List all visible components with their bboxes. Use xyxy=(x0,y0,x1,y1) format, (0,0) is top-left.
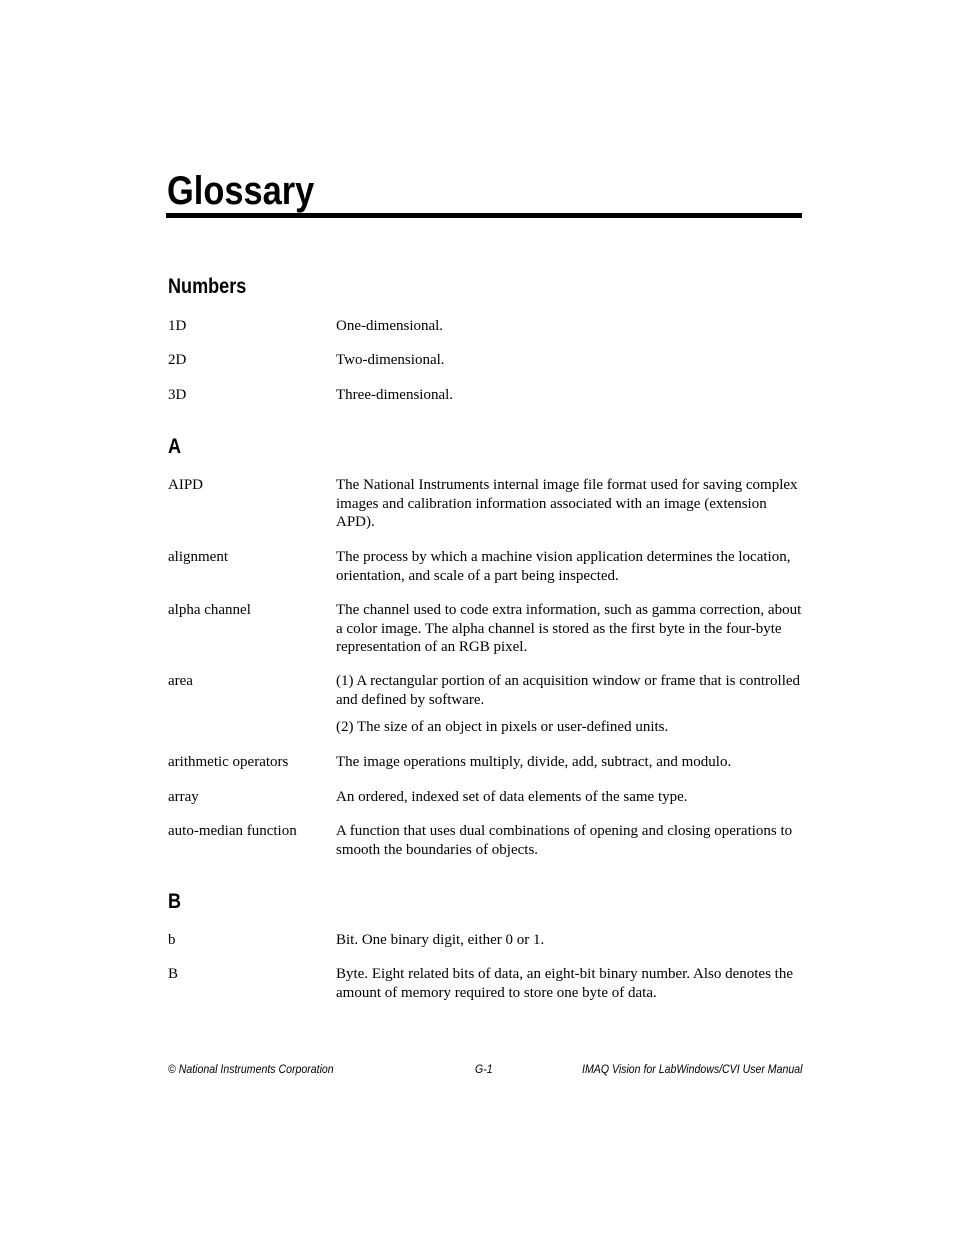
glossary-definition: (1) A rectangular portion of an acquisition window or frame that is controlled and defined by software. (2) The size of an object in pixels or user-defined units. xyxy=(336,673,801,735)
glossary-term: 3D xyxy=(168,387,187,403)
glossary-definition: The image operations multiply, divide, add, subtract, and modulo. xyxy=(336,754,732,770)
glossary-definition: The process by which a machine vision application determines the location, orientation, and scale of a part being inspected. xyxy=(336,549,791,584)
glossary-definition: A function that uses dual combinations of opening and closing operations to smooth the boundaries of objects. xyxy=(336,823,793,858)
glossary-term: 2D xyxy=(168,352,187,368)
glossary-term: alpha channel xyxy=(168,602,251,618)
footer-page-number: G-1 xyxy=(475,1062,493,1076)
page-title: Glossary xyxy=(167,169,315,213)
section-heading-b: B xyxy=(168,890,182,913)
footer-manual-title: IMAQ Vision for LabWindows/CVI User Manual xyxy=(581,1062,802,1076)
glossary-term: alignment xyxy=(168,549,228,565)
glossary-definition: Bit. One binary digit, either 0 or 1. xyxy=(336,932,545,948)
title-rule xyxy=(166,213,802,218)
glossary-term: area xyxy=(168,673,193,689)
glossary-term: array xyxy=(168,789,199,805)
glossary-term: 1D xyxy=(168,318,187,334)
footer-copyright: © National Instruments Corporation xyxy=(168,1062,334,1076)
glossary-term: B xyxy=(168,966,179,982)
glossary-definition: The National Instruments internal image file format used for saving complex images and calibration information associated with an image (extension APD). xyxy=(336,477,798,530)
glossary-definition: Two-dimensional. xyxy=(336,352,445,368)
glossary-term: b xyxy=(168,932,176,948)
glossary-term: AIPD xyxy=(168,477,204,493)
glossary-term: auto-median function xyxy=(168,823,297,839)
section-heading-numbers: Numbers xyxy=(168,275,247,298)
glossary-definition: One-dimensional. xyxy=(336,318,444,334)
glossary-definition: An ordered, indexed set of data elements of the same type. xyxy=(336,789,688,805)
glossary-definition: Byte. Eight related bits of data, an eight-bit binary number. Also denotes the amount of memory required to store one byte of data. xyxy=(336,966,793,1001)
glossary-term: arithmetic operators xyxy=(168,754,289,770)
glossary-definition: Three-dimensional. xyxy=(336,387,454,403)
section-heading-a: A xyxy=(168,435,182,458)
glossary-definition: The channel used to code extra information, such as gamma correction, about a color image. The alpha channel is stored as the first byte in the four-byte representation of an RGB pixel. xyxy=(336,602,802,655)
